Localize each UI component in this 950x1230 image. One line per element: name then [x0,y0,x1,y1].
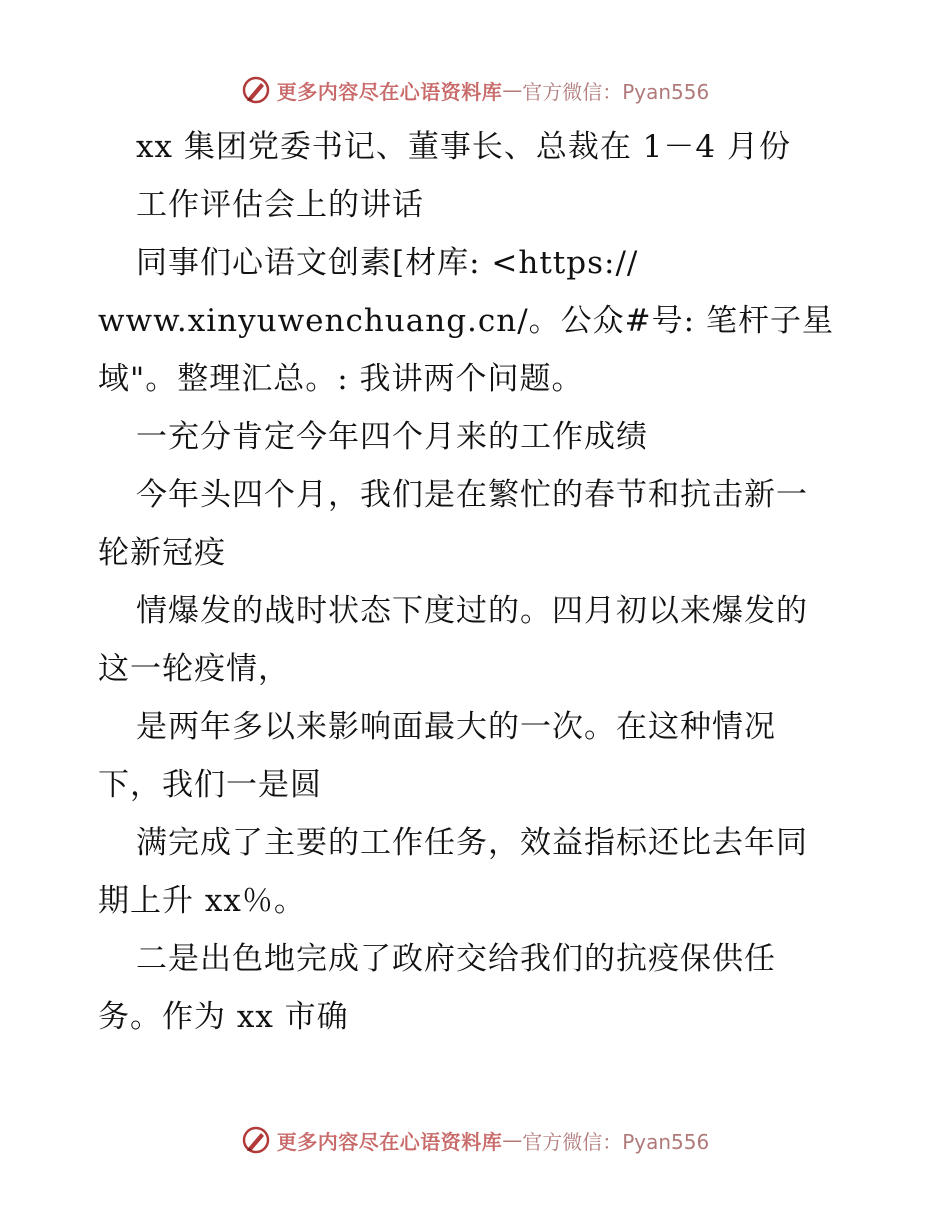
text-line: 同事们心语文创素[材库: <https:// [136,245,639,281]
text-line: 情爆发的战时状态下度过的。四月初以来爆发的 [136,593,808,629]
banner-brand-text: 更多内容尽在心语资料库 [276,1129,503,1154]
text-line: 一充分肯定今年四个月来的工作成绩 [136,419,648,455]
document-body [98,118,858,1046]
text-line: 域"。整理汇总。: 我讲两个问题。 [98,361,584,397]
text-line: www.xinyuwenchuang.cn/。公众#号: 笔杆子星 [98,303,834,339]
text-line: xx 集团党委书记、董事长、总裁在 1－4 月份 [136,129,791,165]
text-line: 这一轮疫情， [98,651,290,687]
banner-brand-text: 更多内容尽在心语资料库 [276,79,503,104]
banner-wechat-text: 官方微信：Pyan556 [522,1129,710,1154]
text-line: 今年头四个月，我们是在繁忙的春节和抗击新一 [136,477,808,513]
banner-dash: — [502,1128,523,1152]
text-line: 二是出色地完成了政府交给我们的抗疫保供任 [136,941,776,977]
banner-wechat-text: 官方微信：Pyan556 [522,79,710,104]
text-line: 是两年多以来影响面最大的一次。在这种情况 [136,709,776,745]
header-banner [0,70,950,110]
banner-dash: — [502,78,523,102]
text-line: 工作评估会上的讲话 [136,187,424,223]
text-line: 满完成了主要的工作任务，效益指标还比去年同 [136,825,808,861]
text-line: 务。作为 xx 市确 [98,999,349,1035]
text-line: 轮新冠疫 [98,535,226,571]
text-line: 期上升 xx％。 [98,883,306,919]
pen-logo-icon [241,75,271,105]
text-line: 下，我们一是圆 [98,767,322,803]
footer-banner [0,1120,950,1160]
pen-logo-icon [241,1125,271,1155]
